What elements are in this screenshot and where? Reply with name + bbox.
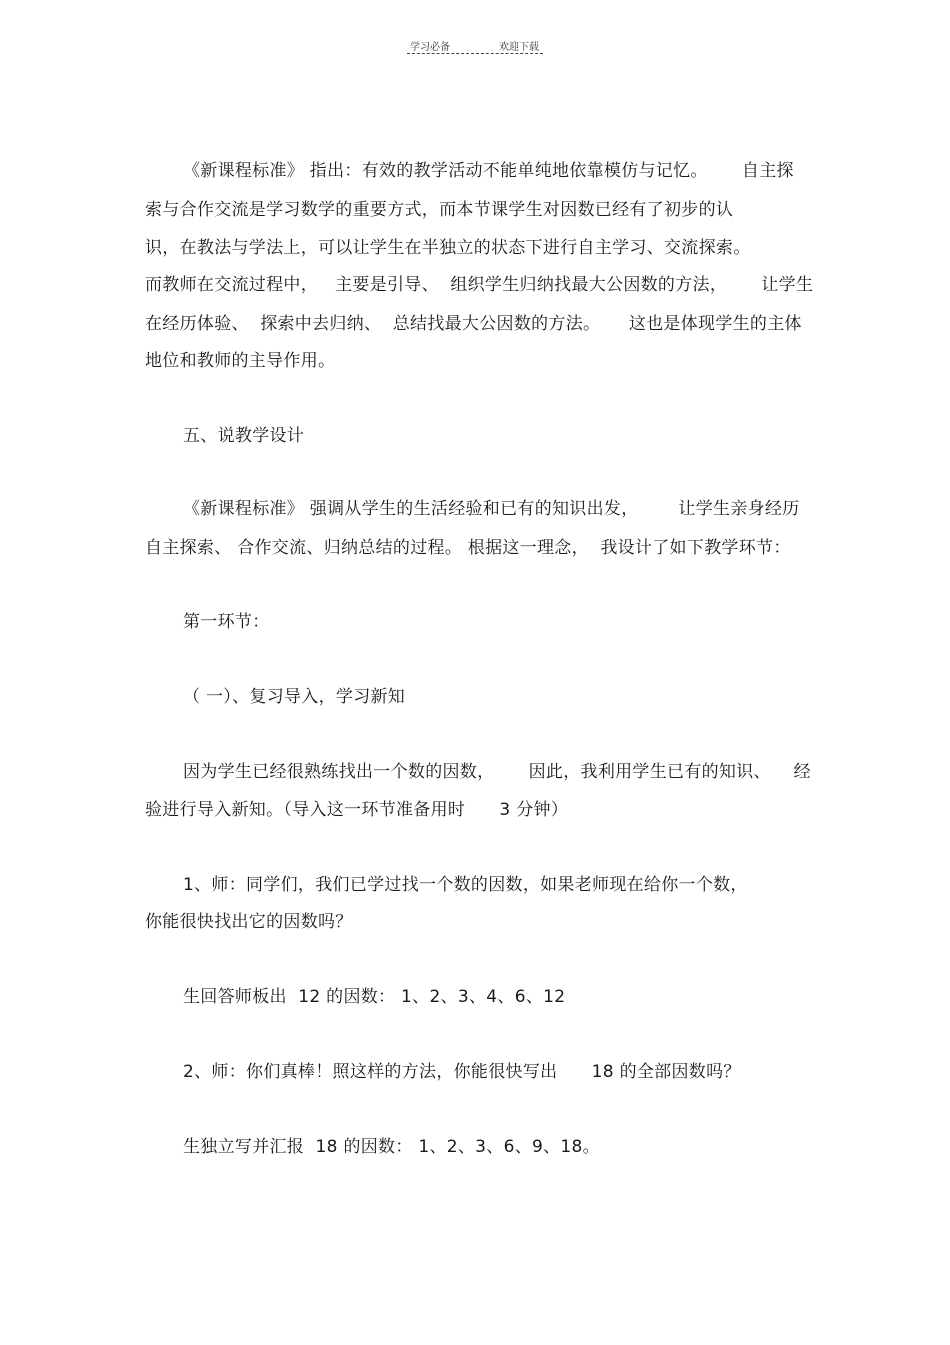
body-line: 地位和教师的主导作用。 [145, 351, 336, 371]
body-line: 生回答师板出 12 的因数： 1、2、3、4、6、12 [183, 987, 566, 1007]
body-line: 你能很快找出它的因数吗？ [145, 912, 353, 932]
header-left-text: 学习必备 [410, 42, 450, 53]
body-line: 验进行导入新知。（导入这一环节准备用时 3 分钟） [145, 800, 569, 820]
body-line: 1、师：同学们，我们已学过找一个数的因数，如果老师现在给你一个数， [183, 875, 748, 895]
body-line: 生独立写并汇报 18 的因数： 1、2、3、6、9、18。 [183, 1137, 600, 1157]
body-line: 自主探索、 合作交流、归纳总结的过程。 根据这一理念， 我设计了如下教学环节： [145, 538, 791, 558]
body-line: 《新课程标准》 指出：有效的教学活动不能单纯地依靠模仿与记忆。 自主探 [183, 161, 794, 181]
body-line: 2、师：你们真棒！照这样的方法，你能很快写出 18 的全部因数吗？ [183, 1062, 741, 1082]
page-header [405, 38, 545, 58]
body-line: 因为学生已经很熟练找出一个数的因数， 因此，我利用学生已有的知识、 经 [183, 762, 811, 782]
header-right-text: 欢迎下载 [499, 42, 539, 53]
subsection-heading: （ 一）、复习导入，学习新知 [183, 687, 406, 707]
header-dashed-rule [407, 53, 543, 54]
subsection-heading: 第一环节： [183, 612, 270, 632]
body-line: 在经历体验、 探索中去归纳、 总结找最大公因数的方法。 这也是体现学生的主体 [145, 314, 802, 334]
body-line: 而教师在交流过程中， 主要是引导、 组织学生归纳找最大公因数的方法， 让学生 [145, 275, 814, 295]
body-line: 《新课程标准》 强调从学生的生活经验和已有的知识出发， 让学生亲身经历 [183, 499, 800, 519]
body-line: 识，在教法与学法上，可以让学生在半独立的状态下进行自主学习、交流探索。 [145, 238, 751, 258]
body-line: 索与合作交流是学习数学的重要方式，而本节课学生对因数已经有了初步的认 [145, 200, 734, 220]
section-heading: 五、说教学设计 [183, 426, 305, 446]
